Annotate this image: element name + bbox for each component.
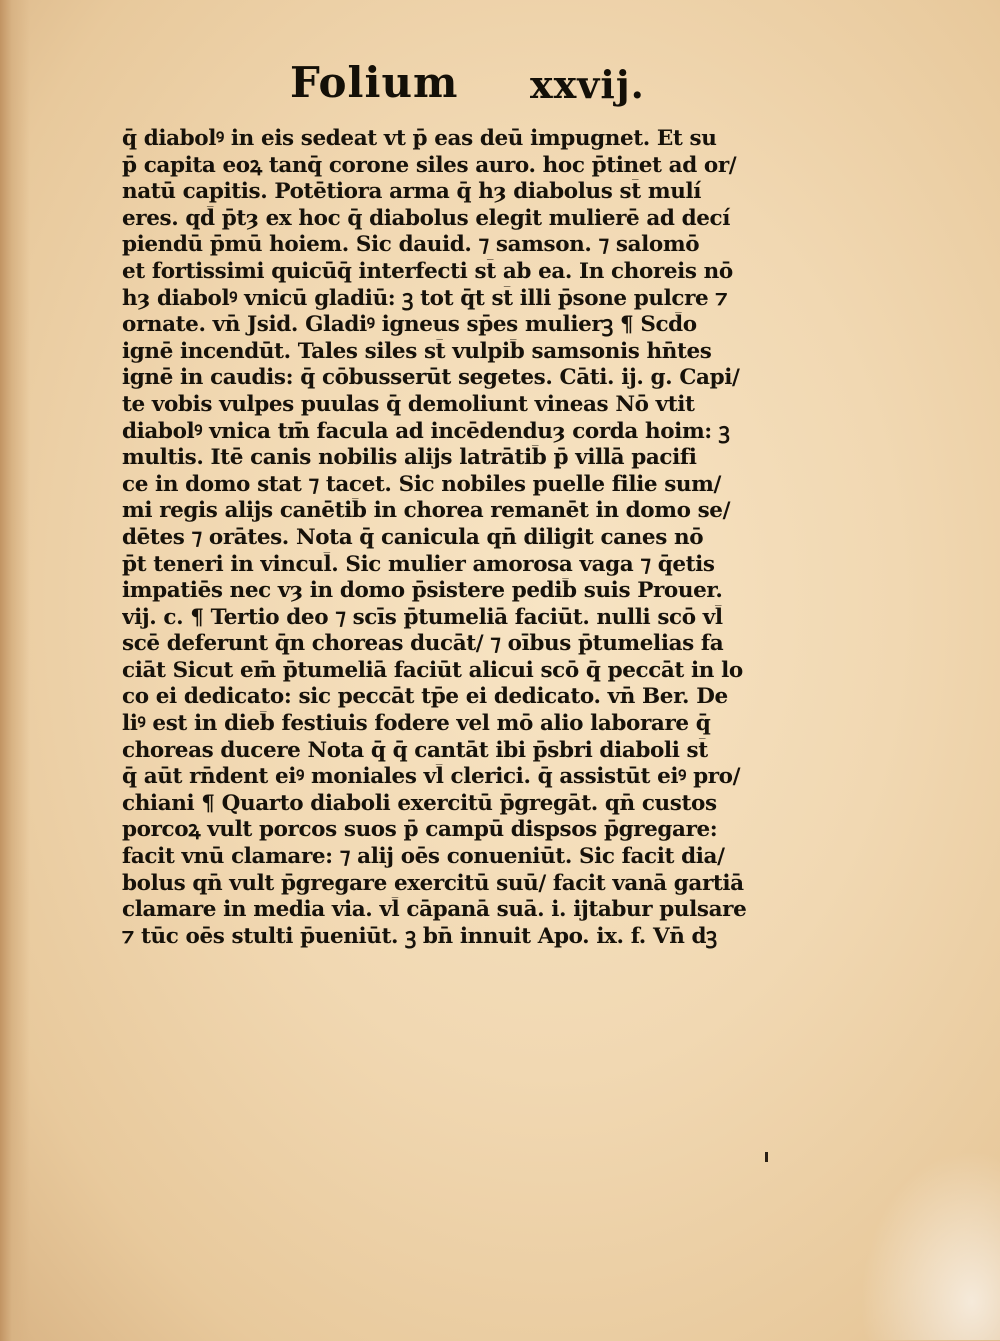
text-line: p̄t teneri in vincul̄. Sic mulier amorosa vaga ⁊ q̄etis [122, 551, 715, 577]
text-line: piendū p̄mū hoiem. Sic dauid. ⁊ samson. ⁊ salomō [122, 232, 700, 258]
text-line: scē deferunt q̄n choreas ducāt/ ⁊ oībus p̄tumelias fa [122, 631, 724, 657]
page-edge-shadow [0, 0, 30, 1341]
text-line: dētes ⁊ orātes. Nota q̄ canicula qn̄ diligit canes nō [122, 524, 704, 550]
text-line: choreas ducere Nota q̄ q̄ cantāt ibi p̄sbri diaboli st̄ [122, 737, 708, 763]
text-line: q̄ diabolꝰ in eis sedeat vt p̄ eas deū impugnet. Et su [122, 126, 717, 151]
text-line: liꝰ est in dieb̄ festiuis fodere vel mō alio laborare q̄ [122, 711, 711, 737]
text-line: natū capitis. Potētiora arma q̄ hȝ diabolus st̄ mulí [122, 179, 701, 205]
body-text [122, 126, 792, 1116]
folio-label: Folium [290, 58, 459, 107]
text-line: vij. c. ¶ Tertio deo ⁊ scīs p̄tumeliā faciūt. nulli scō vl̄ [122, 604, 723, 630]
text-line: impatiēs nec vȝ in domo p̄sistere pedib̄ suis Prouer. [122, 578, 723, 604]
text-line: facit vnū clamare: ⁊ alij oēs conueniūt. Sic facit dia/ [122, 844, 725, 870]
ink-mark [765, 1152, 768, 1162]
text-line: chiani ¶ Quarto diaboli exercitū p̄gregāt. qn̄ custos [122, 790, 717, 816]
text-line: co ei dedicato: sic peccāt tp̄e ei dedicato. vn̄ Ber. De [122, 684, 728, 710]
text-line: mi regis alijs canētib̄ in chorea remanēt in domo se/ [122, 498, 731, 524]
page-header [0, 58, 1000, 118]
text-line: ciāt Sicut em̄ p̄tumeliā faciūt alicui scō q̄ peccāt in lo [122, 657, 743, 683]
text-line: ⁊ tūc oēs stulti p̄ueniūt. ꝫ bn̄ innuit Apo. ix. f. Vn̄ dꝫ [122, 923, 717, 949]
text-line: et fortissimi quicūq̄ interfecti st̄ ab ea. In choreis nō [122, 258, 733, 284]
text-line: diabolꝰ vnica tm̄ facula ad incēdenduȝ corda hoim: ꝫ [122, 418, 730, 444]
text-line: ce in domo stat ⁊ tacet. Sic nobiles puelle filie sum/ [122, 471, 721, 497]
text-line: q̄ aūt rn̄dent eiꝰ moniales vl̄ clerici. q̄ assistūt eiꝰ pro/ [122, 764, 741, 790]
text-line: multis. Itē canis nobilis alijs latrātib̄ p̄ villā pacifi [122, 445, 697, 471]
folio-number: xxvij. [530, 62, 645, 107]
text-line: eres. qd̄ p̄tȝ ex hoc q̄ diabolus elegit mulierē ad decí [122, 205, 731, 231]
paper-stain [860, 1150, 1000, 1340]
text-line: te vobis vulpes puulas q̄ demoliunt vineas Nō vtit [122, 391, 695, 417]
text-line: bolus qn̄ vult p̄gregare exercitū suū/ facit vanā gartiā [122, 870, 744, 896]
text-line: p̄ capita eoꝝ tanq̄ corone siles auro. hoc p̄tinet ad or/ [122, 152, 737, 178]
text-line: porcoꝝ vult porcos suos p̄ campū dispsos p̄gregare: [122, 817, 718, 843]
text-line: clamare in media via. vl̄ cāpanā suā. i. ijtabur pulsare [122, 897, 747, 923]
text-line: hȝ diabolꝰ vnicū gladiū: ꝫ tot q̄t st̄ illi p̄sone pulcre ⁊ [122, 285, 728, 311]
text-line: ignē incendūt. Tales siles st̄ vulpib̄ samsonis hn̄tes [122, 338, 712, 364]
text-line: ignē in caudis: q̄ cōbusserūt segetes. Cāti. ij. g. Capi/ [122, 365, 740, 391]
text-line: ornate. vn̄ Jsid. Gladiꝰ igneus sp̄es mulierꝫ ¶ Scd̄o [122, 312, 697, 338]
